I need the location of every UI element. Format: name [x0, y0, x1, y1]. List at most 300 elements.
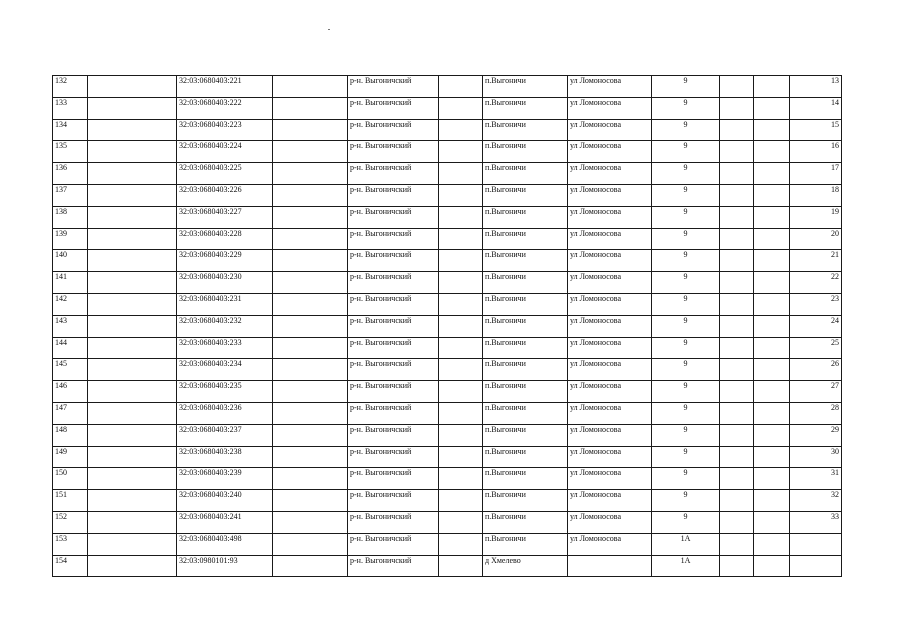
- empty-cell: [720, 446, 754, 468]
- empty-cell: [720, 250, 754, 272]
- empty-cell: [754, 228, 790, 250]
- empty-cell: [273, 511, 348, 533]
- table-row: [53, 163, 842, 185]
- row-number-cell: 151: [53, 490, 88, 512]
- district-cell: р-н. Выгоничский: [348, 555, 439, 577]
- empty-cell: [88, 228, 177, 250]
- row-number-cell: 139: [53, 228, 88, 250]
- house-number-cell: 1А: [652, 533, 720, 555]
- table-row: [53, 555, 842, 577]
- row-number-cell: 142: [53, 293, 88, 315]
- empty-cell: [754, 250, 790, 272]
- empty-cell: [88, 206, 177, 228]
- empty-cell: [720, 490, 754, 512]
- locality-cell: п.Выгоничи: [483, 424, 568, 446]
- row-number-cell: 145: [53, 359, 88, 381]
- empty-cell: [273, 490, 348, 512]
- empty-cell: [720, 511, 754, 533]
- empty-cell: [88, 163, 177, 185]
- table-row: [53, 206, 842, 228]
- house-number-cell: 9: [652, 141, 720, 163]
- house-number-cell: 9: [652, 490, 720, 512]
- row-number-cell: 141: [53, 272, 88, 294]
- empty-cell: [720, 163, 754, 185]
- empty-cell: [754, 533, 790, 555]
- street-cell: ул Ломоносова: [568, 533, 652, 555]
- empty-cell: [439, 206, 483, 228]
- house-number-cell: 9: [652, 511, 720, 533]
- empty-cell: [439, 446, 483, 468]
- row-number-cell: 154: [53, 555, 88, 577]
- apartment-number-cell: 14: [790, 97, 842, 119]
- empty-cell: [439, 511, 483, 533]
- house-number-cell: 9: [652, 250, 720, 272]
- street-cell: ул Ломоносова: [568, 250, 652, 272]
- scan-speck: [328, 29, 330, 30]
- cadastral-number-cell: 32:03:0680403:237: [177, 424, 273, 446]
- empty-cell: [439, 315, 483, 337]
- cadastral-number-cell: 32:03:0680403:223: [177, 119, 273, 141]
- apartment-number-cell: 29: [790, 424, 842, 446]
- table-row: [53, 272, 842, 294]
- street-cell: ул Ломоносова: [568, 490, 652, 512]
- cadastral-number-cell: 32:03:0680403:233: [177, 337, 273, 359]
- empty-cell: [273, 76, 348, 98]
- house-number-cell: 9: [652, 97, 720, 119]
- empty-cell: [273, 163, 348, 185]
- empty-cell: [754, 446, 790, 468]
- locality-cell: п.Выгоничи: [483, 511, 568, 533]
- cadastral-number-cell: 32:03:0680403:231: [177, 293, 273, 315]
- empty-cell: [720, 293, 754, 315]
- empty-cell: [439, 97, 483, 119]
- apartment-number-cell: 26: [790, 359, 842, 381]
- empty-cell: [720, 402, 754, 424]
- empty-cell: [720, 76, 754, 98]
- locality-cell: п.Выгоничи: [483, 402, 568, 424]
- empty-cell: [88, 468, 177, 490]
- locality-cell: п.Выгоничи: [483, 490, 568, 512]
- empty-cell: [88, 533, 177, 555]
- row-number-cell: 143: [53, 315, 88, 337]
- district-cell: р-н. Выгоничский: [348, 446, 439, 468]
- house-number-cell: 9: [652, 293, 720, 315]
- row-number-cell: 150: [53, 468, 88, 490]
- empty-cell: [88, 315, 177, 337]
- empty-cell: [88, 337, 177, 359]
- table-row: [53, 402, 842, 424]
- street-cell: ул Ломоносова: [568, 228, 652, 250]
- empty-cell: [720, 381, 754, 403]
- empty-cell: [439, 533, 483, 555]
- cadastral-number-cell: 32:03:0680403:236: [177, 402, 273, 424]
- empty-cell: [273, 272, 348, 294]
- empty-cell: [754, 424, 790, 446]
- locality-cell: п.Выгоничи: [483, 359, 568, 381]
- empty-cell: [439, 381, 483, 403]
- empty-cell: [273, 228, 348, 250]
- table-row: [53, 490, 842, 512]
- street-cell: ул Ломоносова: [568, 141, 652, 163]
- empty-cell: [88, 97, 177, 119]
- table-row: [53, 381, 842, 403]
- table-row: [53, 359, 842, 381]
- empty-cell: [754, 272, 790, 294]
- house-number-cell: 9: [652, 315, 720, 337]
- empty-cell: [439, 141, 483, 163]
- street-cell: ул Ломоносова: [568, 119, 652, 141]
- empty-cell: [439, 272, 483, 294]
- table-body: [53, 76, 842, 577]
- cadastral-number-cell: 32:03:0680403:234: [177, 359, 273, 381]
- district-cell: р-н. Выгоничский: [348, 163, 439, 185]
- row-number-cell: 137: [53, 184, 88, 206]
- empty-cell: [273, 359, 348, 381]
- empty-cell: [439, 76, 483, 98]
- apartment-number-cell: 23: [790, 293, 842, 315]
- street-cell: ул Ломоносова: [568, 359, 652, 381]
- cadastral-number-cell: 32:03:0680403:239: [177, 468, 273, 490]
- empty-cell: [754, 511, 790, 533]
- empty-cell: [754, 337, 790, 359]
- row-number-cell: 133: [53, 97, 88, 119]
- empty-cell: [88, 293, 177, 315]
- district-cell: р-н. Выгоничский: [348, 315, 439, 337]
- house-number-cell: 9: [652, 446, 720, 468]
- apartment-number-cell: 32: [790, 490, 842, 512]
- street-cell: ул Ломоносова: [568, 511, 652, 533]
- apartment-number-cell: [790, 555, 842, 577]
- district-cell: р-н. Выгоничский: [348, 402, 439, 424]
- row-number-cell: 152: [53, 511, 88, 533]
- locality-cell: п.Выгоничи: [483, 184, 568, 206]
- row-number-cell: 153: [53, 533, 88, 555]
- empty-cell: [720, 206, 754, 228]
- locality-cell: п.Выгоничи: [483, 206, 568, 228]
- house-number-cell: 9: [652, 206, 720, 228]
- locality-cell: п.Выгоничи: [483, 119, 568, 141]
- empty-cell: [720, 533, 754, 555]
- street-cell: ул Ломоносова: [568, 97, 652, 119]
- empty-cell: [720, 468, 754, 490]
- district-cell: р-н. Выгоничский: [348, 141, 439, 163]
- row-number-cell: 146: [53, 381, 88, 403]
- apartment-number-cell: 22: [790, 272, 842, 294]
- empty-cell: [88, 250, 177, 272]
- street-cell: ул Ломоносова: [568, 163, 652, 185]
- empty-cell: [439, 184, 483, 206]
- cadastral-number-cell: 32:03:0680403:232: [177, 315, 273, 337]
- empty-cell: [273, 337, 348, 359]
- locality-cell: п.Выгоничи: [483, 533, 568, 555]
- district-cell: р-н. Выгоничский: [348, 228, 439, 250]
- locality-cell: п.Выгоничи: [483, 250, 568, 272]
- district-cell: р-н. Выгоничский: [348, 337, 439, 359]
- cadastral-number-cell: 32:03:0680403:241: [177, 511, 273, 533]
- empty-cell: [754, 293, 790, 315]
- empty-cell: [754, 76, 790, 98]
- empty-cell: [439, 402, 483, 424]
- empty-cell: [88, 119, 177, 141]
- apartment-number-cell: 21: [790, 250, 842, 272]
- empty-cell: [754, 141, 790, 163]
- empty-cell: [439, 119, 483, 141]
- empty-cell: [754, 184, 790, 206]
- empty-cell: [720, 119, 754, 141]
- apartment-number-cell: 31: [790, 468, 842, 490]
- house-number-cell: 9: [652, 468, 720, 490]
- empty-cell: [754, 206, 790, 228]
- table-row: [53, 315, 842, 337]
- table-row: [53, 424, 842, 446]
- row-number-cell: 136: [53, 163, 88, 185]
- apartment-number-cell: 24: [790, 315, 842, 337]
- empty-cell: [720, 184, 754, 206]
- house-number-cell: 9: [652, 76, 720, 98]
- locality-cell: п.Выгоничи: [483, 337, 568, 359]
- empty-cell: [439, 228, 483, 250]
- cadastral-number-cell: 32:03:0680403:225: [177, 163, 273, 185]
- cadastral-number-cell: 32:03:0680403:498: [177, 533, 273, 555]
- empty-cell: [754, 490, 790, 512]
- empty-cell: [273, 424, 348, 446]
- table-row: [53, 184, 842, 206]
- district-cell: р-н. Выгоничский: [348, 206, 439, 228]
- empty-cell: [273, 141, 348, 163]
- cadastral-number-cell: 32:03:0680403:230: [177, 272, 273, 294]
- empty-cell: [273, 468, 348, 490]
- empty-cell: [720, 141, 754, 163]
- row-number-cell: 138: [53, 206, 88, 228]
- house-number-cell: 1А: [652, 555, 720, 577]
- property-registry-table: [52, 75, 842, 577]
- empty-cell: [273, 119, 348, 141]
- empty-cell: [439, 468, 483, 490]
- district-cell: р-н. Выгоничский: [348, 533, 439, 555]
- cadastral-number-cell: 32:03:0680403:227: [177, 206, 273, 228]
- cadastral-number-cell: 32:03:0680403:224: [177, 141, 273, 163]
- empty-cell: [273, 250, 348, 272]
- district-cell: р-н. Выгоничский: [348, 250, 439, 272]
- cadastral-number-cell: 32:03:0680403:235: [177, 381, 273, 403]
- table-row: [53, 446, 842, 468]
- street-cell: ул Ломоносова: [568, 424, 652, 446]
- empty-cell: [88, 184, 177, 206]
- cadastral-number-cell: 32:03:0680403:222: [177, 97, 273, 119]
- row-number-cell: 132: [53, 76, 88, 98]
- table-row: [53, 76, 842, 98]
- street-cell: ул Ломоносова: [568, 272, 652, 294]
- cadastral-number-cell: 32:03:0680403:229: [177, 250, 273, 272]
- empty-cell: [754, 468, 790, 490]
- table-row: [53, 228, 842, 250]
- table-row: [53, 141, 842, 163]
- street-cell: ул Ломоносова: [568, 76, 652, 98]
- table-row: [53, 97, 842, 119]
- empty-cell: [273, 446, 348, 468]
- row-number-cell: 147: [53, 402, 88, 424]
- house-number-cell: 9: [652, 402, 720, 424]
- street-cell: ул Ломоносова: [568, 206, 652, 228]
- district-cell: р-н. Выгоничский: [348, 76, 439, 98]
- street-cell: ул Ломоносова: [568, 468, 652, 490]
- house-number-cell: 9: [652, 228, 720, 250]
- row-number-cell: 148: [53, 424, 88, 446]
- empty-cell: [88, 402, 177, 424]
- district-cell: р-н. Выгоничский: [348, 97, 439, 119]
- empty-cell: [439, 293, 483, 315]
- row-number-cell: 144: [53, 337, 88, 359]
- empty-cell: [720, 359, 754, 381]
- table-row: [53, 468, 842, 490]
- empty-cell: [720, 97, 754, 119]
- street-cell: ул Ломоносова: [568, 381, 652, 403]
- apartment-number-cell: 28: [790, 402, 842, 424]
- table-row: [53, 337, 842, 359]
- empty-cell: [754, 315, 790, 337]
- cadastral-number-cell: 32:03:0680403:240: [177, 490, 273, 512]
- empty-cell: [439, 163, 483, 185]
- district-cell: р-н. Выгоничский: [348, 119, 439, 141]
- apartment-number-cell: 16: [790, 141, 842, 163]
- empty-cell: [754, 381, 790, 403]
- district-cell: р-н. Выгоничский: [348, 511, 439, 533]
- apartment-number-cell: 33: [790, 511, 842, 533]
- empty-cell: [439, 337, 483, 359]
- empty-cell: [439, 250, 483, 272]
- apartment-number-cell: 15: [790, 119, 842, 141]
- apartment-number-cell: 27: [790, 381, 842, 403]
- empty-cell: [88, 490, 177, 512]
- apartment-number-cell: 13: [790, 76, 842, 98]
- apartment-number-cell: 19: [790, 206, 842, 228]
- house-number-cell: 9: [652, 163, 720, 185]
- empty-cell: [88, 446, 177, 468]
- empty-cell: [754, 555, 790, 577]
- table-row: [53, 119, 842, 141]
- empty-cell: [88, 272, 177, 294]
- locality-cell: п.Выгоничи: [483, 163, 568, 185]
- apartment-number-cell: 25: [790, 337, 842, 359]
- apartment-number-cell: 17: [790, 163, 842, 185]
- empty-cell: [720, 337, 754, 359]
- street-cell: [568, 555, 652, 577]
- apartment-number-cell: [790, 533, 842, 555]
- street-cell: ул Ломоносова: [568, 446, 652, 468]
- empty-cell: [439, 555, 483, 577]
- district-cell: р-н. Выгоничский: [348, 272, 439, 294]
- empty-cell: [88, 359, 177, 381]
- district-cell: р-н. Выгоничский: [348, 359, 439, 381]
- empty-cell: [720, 555, 754, 577]
- table-row: [53, 533, 842, 555]
- empty-cell: [88, 555, 177, 577]
- district-cell: р-н. Выгоничский: [348, 424, 439, 446]
- house-number-cell: 9: [652, 359, 720, 381]
- cadastral-number-cell: 32:03:0980101:93: [177, 555, 273, 577]
- street-cell: ул Ломоносова: [568, 337, 652, 359]
- cadastral-number-cell: 32:03:0680403:228: [177, 228, 273, 250]
- cadastral-number-cell: 32:03:0680403:221: [177, 76, 273, 98]
- empty-cell: [720, 272, 754, 294]
- table-row: [53, 511, 842, 533]
- house-number-cell: 9: [652, 381, 720, 403]
- locality-cell: п.Выгоничи: [483, 293, 568, 315]
- locality-cell: п.Выгоничи: [483, 468, 568, 490]
- empty-cell: [754, 359, 790, 381]
- empty-cell: [754, 163, 790, 185]
- empty-cell: [88, 76, 177, 98]
- locality-cell: д Хмелево: [483, 555, 568, 577]
- empty-cell: [88, 511, 177, 533]
- cadastral-number-cell: 32:03:0680403:226: [177, 184, 273, 206]
- apartment-number-cell: 30: [790, 446, 842, 468]
- empty-cell: [273, 184, 348, 206]
- district-cell: р-н. Выгоничский: [348, 293, 439, 315]
- empty-cell: [720, 424, 754, 446]
- empty-cell: [273, 533, 348, 555]
- house-number-cell: 9: [652, 424, 720, 446]
- cadastral-number-cell: 32:03:0680403:238: [177, 446, 273, 468]
- district-cell: р-н. Выгоничский: [348, 468, 439, 490]
- empty-cell: [273, 555, 348, 577]
- locality-cell: п.Выгоничи: [483, 228, 568, 250]
- table-row: [53, 293, 842, 315]
- apartment-number-cell: 18: [790, 184, 842, 206]
- locality-cell: п.Выгоничи: [483, 381, 568, 403]
- house-number-cell: 9: [652, 184, 720, 206]
- table-row: [53, 250, 842, 272]
- district-cell: р-н. Выгоничский: [348, 184, 439, 206]
- locality-cell: п.Выгоничи: [483, 76, 568, 98]
- street-cell: ул Ломоносова: [568, 293, 652, 315]
- empty-cell: [273, 402, 348, 424]
- empty-cell: [439, 424, 483, 446]
- district-cell: р-н. Выгоничский: [348, 381, 439, 403]
- empty-cell: [273, 97, 348, 119]
- row-number-cell: 135: [53, 141, 88, 163]
- empty-cell: [88, 424, 177, 446]
- empty-cell: [754, 97, 790, 119]
- empty-cell: [88, 141, 177, 163]
- house-number-cell: 9: [652, 119, 720, 141]
- house-number-cell: 9: [652, 337, 720, 359]
- locality-cell: п.Выгоничи: [483, 315, 568, 337]
- empty-cell: [88, 381, 177, 403]
- locality-cell: п.Выгоничи: [483, 97, 568, 119]
- row-number-cell: 149: [53, 446, 88, 468]
- district-cell: р-н. Выгоничский: [348, 490, 439, 512]
- empty-cell: [273, 315, 348, 337]
- street-cell: ул Ломоносова: [568, 184, 652, 206]
- empty-cell: [720, 315, 754, 337]
- street-cell: ул Ломоносова: [568, 315, 652, 337]
- row-number-cell: 134: [53, 119, 88, 141]
- empty-cell: [754, 119, 790, 141]
- apartment-number-cell: 20: [790, 228, 842, 250]
- house-number-cell: 9: [652, 272, 720, 294]
- empty-cell: [439, 490, 483, 512]
- empty-cell: [273, 381, 348, 403]
- empty-cell: [439, 359, 483, 381]
- row-number-cell: 140: [53, 250, 88, 272]
- empty-cell: [273, 293, 348, 315]
- locality-cell: п.Выгоничи: [483, 272, 568, 294]
- empty-cell: [720, 228, 754, 250]
- locality-cell: п.Выгоничи: [483, 446, 568, 468]
- empty-cell: [273, 206, 348, 228]
- street-cell: ул Ломоносова: [568, 402, 652, 424]
